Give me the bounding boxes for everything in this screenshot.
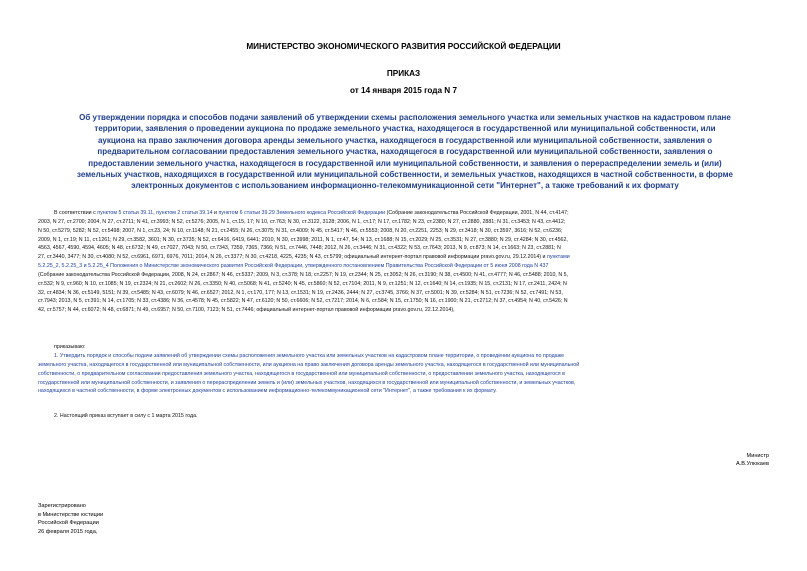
title-line: Об утверждении порядка и способов подачи заявлений об утверждении схемы расположения земельного участка или земельных участков на кадастровом плане <box>79 113 731 122</box>
registration-line: в Министерстве юстиции <box>38 511 104 518</box>
registration-line: 26 февраля 2015 года, <box>38 528 98 535</box>
preamble-line: ст.7943; 2013, N 5, ст.391; N 14, ст.1705; N 33, ст.4386; N 36, ст.4578; N 45, ст.5822; N 47, ст.6120; N 50, ст.6606; N 52, ст.7217; 2014, N 6, ст.584; N 15, ст.1750; N 16, ст.1900; N 21, ст.2712; N 37, ст.4954; N 40, ст.5426; N <box>38 298 568 305</box>
title-line: земельных участков, находящихся в государственной или муниципальной собственности, и земельных участков, находящихся в частной собственности, в форме <box>77 170 733 180</box>
date-number: от 14 января 2015 года N 7 <box>349 86 458 95</box>
item-1-line: собственности, о предварительном согласовании предоставления земельного участка, находящегося в государственной или муниципальной собственности, о предоставлении земельного участка, находящегося в <box>38 370 565 377</box>
title-line: предоставлении земельного участка, находящегося в государственной или муниципальной собственности, и заявления о перераспределении земель и (или) <box>88 158 722 168</box>
preamble-line: 32, ст.4834; N 36, ст.5149, 5151; N 39, ст.5485; N 43, ст.6079; N 46, ст.6527; 2012, N 1, ст.170, 177; N 13, ст.1531; N 19, ст.2436, 2444; N 27, ст.3745, 3766; N 37, ст.5001; N 39, ст.5284; N 51, ст.7236; N 52, ст.7491; N 53, <box>38 289 563 296</box>
item-1-line: земельного участка, находящегося в государственной или муниципальной собственности, или аукциона на право заключения договора аренды земельного участка, находящегося в государственной или муниципальной <box>38 361 580 368</box>
item-1 <box>38 352 770 396</box>
ministry-heading: МИНИСТЕРСТВО ЭКОНОМИЧЕСКОГО РАЗВИТИЯ РОССИЙСКОЙ ФЕДЕРАЦИИ <box>246 42 561 51</box>
preamble <box>38 209 770 315</box>
signature <box>736 452 769 469</box>
document-title <box>38 112 772 192</box>
title-line: аукциона на право заключения договора аренды земельного участка, находящегося в государственной или муниципальной собственности, заявления о <box>97 135 713 145</box>
preamble-line: (Собрание законодательства Российской Федерации, 2008, N 24, ст.2867; N 46, ст.5337; 2009, N 3, ст.378; N 18, ст.2257; N 19, ст.2344; N 25, ст.3052; N 26, ст.3190; N 38, ст.4500; N 41, ст.4777; N 46, ст.5488; 2010, N 5, <box>38 271 569 278</box>
doc-type-heading: ПРИКАЗ <box>386 69 421 78</box>
preamble-line: 2003, N 27, ст.2700; 2004, N 27, ст.2711; N 41, ст.3993; N 52, ст.5276; 2005, N 1, ст.15, 17; N 10, ст.763; N 30, ст.3122, 3128; 2006, N 1, ст.17; N 17, ст.1782; N 23, ст.2380; N 27, ст.2880, 2881; N 31, ст.3453; N 43, ст.4412; <box>38 218 566 225</box>
preamble-rest: (Собрание законодательства Российской Федерации, 2001, N 44, ст.4147; <box>385 210 569 216</box>
item-1-line: находящихся в частной собственности, в форме электронных документов с использованием информационно-телекоммуникационной сети "Интернет", а также требования к их формату. <box>38 388 497 395</box>
registration-note <box>38 502 103 536</box>
signature-name: А.В.Улюкаев <box>736 461 769 468</box>
link-regulation[interactable]: 5.2.25_2, 5.2.25_3 и 5.2.25_4 Положения о Министерстве экономического развития Российской Федерации, утвержденного постановлением Правительства Российской Федерации от 5 июня 2008 года N 437 <box>38 263 549 270</box>
title-line: электронных документов с использованием информационно-телекоммуникационной сети "Интернет", а также требований к их формату <box>131 181 679 191</box>
item-1-line: государственной или муниципальной собственности, и заявления о перераспределении земель и (или) земельных участков, находящихся в государственной или муниципальной собственности, и земельных участков, <box>38 379 576 386</box>
registration-line: Российской Федерации <box>38 520 99 527</box>
order-word: приказываю: <box>54 344 86 350</box>
preamble-line: ст.532; N 9, ст.960; N 10, ст.1085; N 19, ст.2324; N 21, ст.2602; N 26, ст.3350; N 40, ст.5068; N 41, ст.5240; N 45, ст.5860; N 52, ст.7104; 2011, N 9, ст.1251; N 12, ст.1640; N 14, ст.1935; N 15, ст.2131; N 17, ст.2411, 2424; N <box>38 280 567 287</box>
preamble-line: 2009, N 1, ст.19; N 11, ст.1261; N 29, ст.3582, 3601; N 30, ст.3735; N 52, ст.6416, 6419, 6441; 2010, N 30, ст.3998; 2011, N 1, ст.47, 54; N 13, ст.1688; N 15, ст.2029; N 25, ст.3531; N 27, ст.3880; N 29, ст.4284; N 30, ст.4562, <box>38 236 568 243</box>
preamble-line: N 50, ст.5279, 5282; N 52, ст.5498; 2007, N 1, ст.23, 24; N 10, ст.1148; N 21, ст.2455; N 26, ст.3075; N 31, ст.4009; N 45, ст.5417; N 46, ст.5553; 2008, N 20, ст.2251, 2253; N 29, ст.3418; N 30, ст.3597, 3616; N 52, ст.6236; <box>38 227 563 234</box>
link-article-39-14[interactable]: пунктом 2 статьи 39.14 <box>156 210 213 216</box>
preamble-intro: В соответствии с <box>54 210 98 216</box>
link-article-39-11[interactable]: пунктом 5 статьи 39.11 <box>97 210 154 216</box>
registration-line: Зарегистрировано <box>38 503 86 509</box>
item-2: 2. Настоящий приказ вступает в силу с 1 марта 2015 года. <box>54 413 198 419</box>
title-line: предварительном согласовании предоставления земельного участка, находящегося в государственной или муниципальной собственности, заявления о <box>97 147 713 157</box>
separator: , <box>153 210 157 216</box>
signature-title: Министр <box>746 453 769 459</box>
link-land-code[interactable]: пунктом 6 статьи 39.29 Земельного кодекса Российской Федерации <box>218 210 386 216</box>
link-points[interactable]: пунктами <box>546 254 570 261</box>
title-line: территории, заявления о проведении аукциона по продаже земельного участка, находящегося в государственной или муниципальной собственности, или <box>94 124 716 134</box>
separator: и <box>212 210 219 216</box>
preamble-line: 42, ст.5757; N 44, ст.6072; N 48, ст.6871; N 49, ст.6957; N 50, ст.7100, 7123; N 51, ст.7446; официальный интернет-портал правовой информации pravo.gov.ru, 22.12.2014), <box>38 307 455 314</box>
preamble-line: 27, ст.3440, 3477; N 30, ст.4080; N 52, ст.6961, 6971, 6976, 7011; 2014, N 26, ст.3377; N 30, ст.4218, 4225, 4235; N 43, ст.5799; официальный интернет-портал правовой информации pravo.gov.ru, 29.12.2014) и <box>38 254 546 261</box>
item-1-line: 1. Утвердить порядок и способы подачи заявлений об утверждении схемы расположения земельного участка или земельных участков на кадастровом плане территории, о проведении аукциона по продаже <box>54 353 565 359</box>
preamble-line: 4563, 4567, 4590, 4594, 4605; N 48, ст.6732; N 49, ст.7027, 7043; N 50, ст.7343, 7359, 7365, 7366; N 51, ст.7446, 7448; 2012, N 26, ст.3446; N 31, ст.4322; N 53, ст.7643; 2013, N 9, ст.873; N 14, ст.1663; N 23, ст.2881; N <box>38 245 561 252</box>
